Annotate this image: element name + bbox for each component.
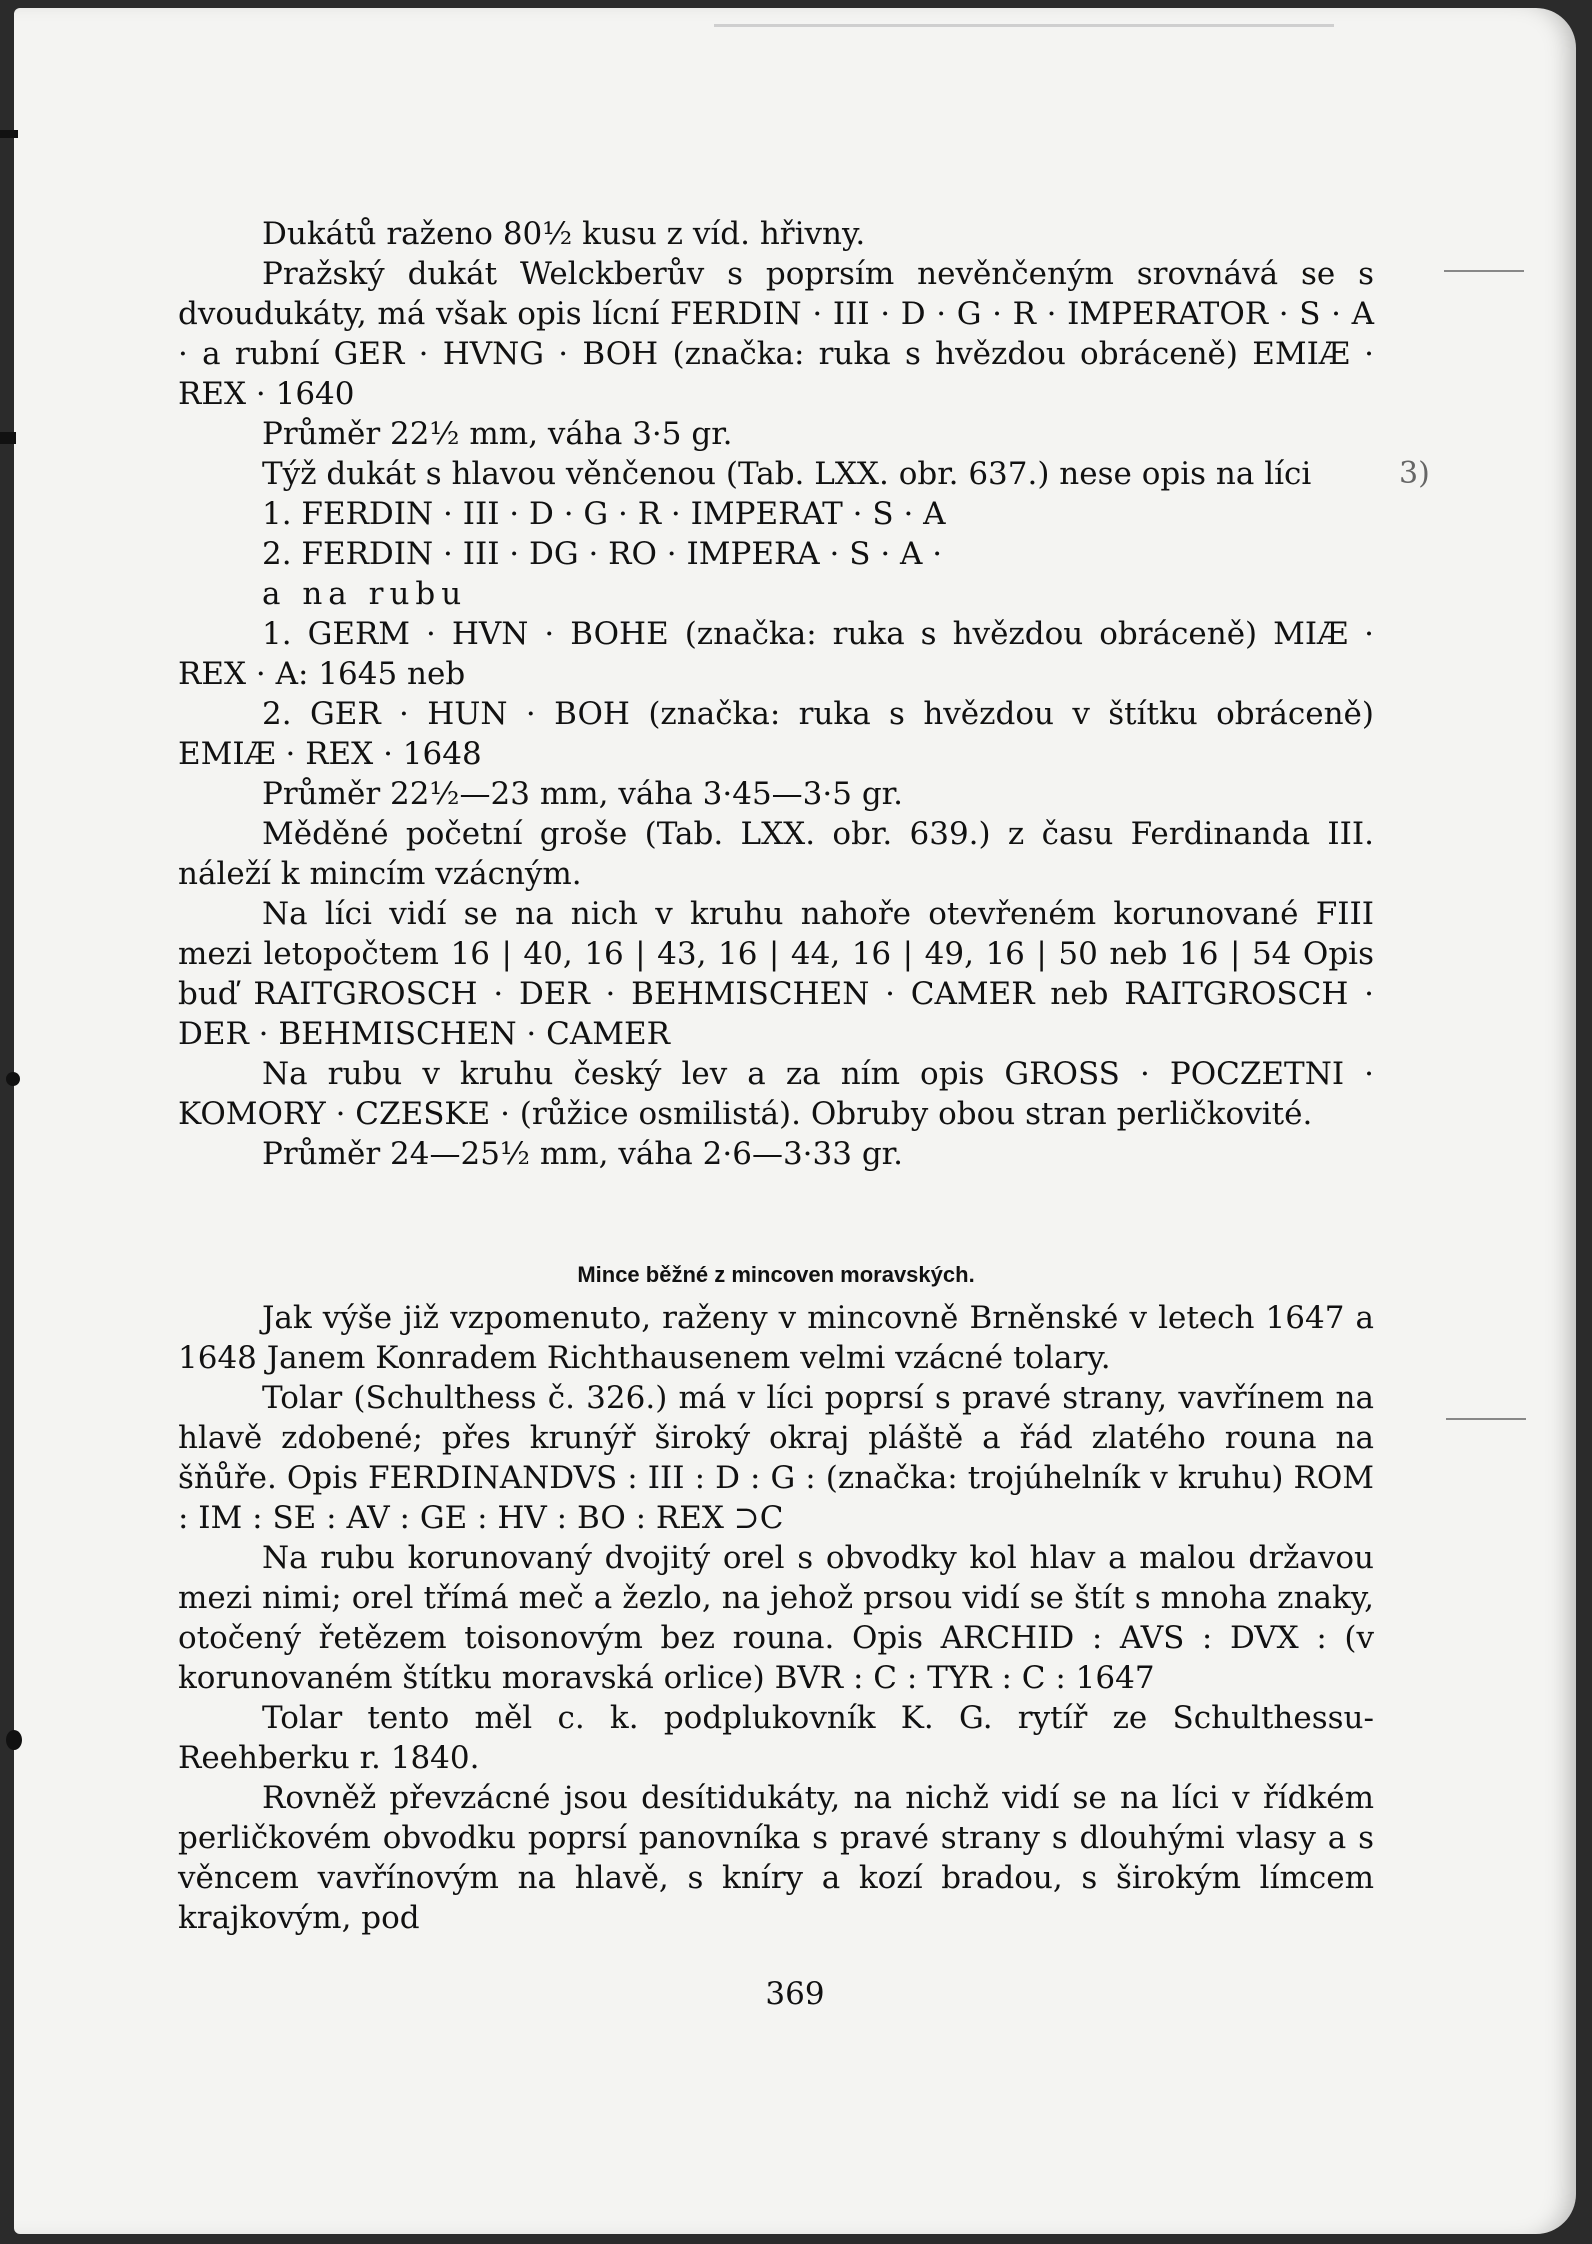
- paragraph: Průměr 22½ mm, váha 3·5 gr.: [262, 416, 733, 452]
- paragraph: Tolar (Schulthess č. 326.) má v líci poprsí s pravé strany, vavřínem na hlavě zdobené; přes krunýř široký okraj pláště a řád zlatého rouna na šňůře. Opis FERDINANDVS : III : D : G : (značka: trojúhelník v kruhu) ROM : IM : SE : AV : GE : HV : BO : REX ⊃C: [178, 1380, 1374, 1536]
- section-heading: Mince běžné z mincoven moravských.: [577, 1262, 975, 1287]
- paragraph: Měděné početní groše (Tab. LXX. obr. 639.) z času Ferdinanda III. náleží k mincím vzácným.: [178, 816, 1374, 892]
- page-number: 369: [765, 1976, 825, 2012]
- paragraph: Pražský dukát Welckberův s poprsím nevěnčeným srovnává se s dvoudukáty, má však opis lícní FERDIN · III · D · G · R · IMPERATOR · S · A · a rubní GER · HVNG · BOH (značka: ruka s hvězdou obráceně) EMIÆ · REX · 1640: [178, 256, 1374, 412]
- reverse-legend-item: 1. GERM · HVN · BOHE (značka: ruka s hvězdou obráceně) MIÆ · REX · A: 1645 neb: [178, 616, 1374, 692]
- paragraph: Jak výše již vzpomenuto, raženy v mincovně Brněnské v letech 1647 a 1648 Janem Konradem Richthausenem velmi vzácné tolary.: [178, 1300, 1374, 1376]
- binding-mark: [0, 130, 18, 138]
- paragraph: Týž dukát s hlavou věnčenou (Tab. LXX. obr. 637.) nese opis na líci: [262, 456, 1312, 492]
- paragraph: Na líci vidí se na nich v kruhu nahoře otevřeném korunované FIII mezi letopočtem 16 | 40, 16 | 43, 16 | 44, 16 | 49, 16 | 50 neb 16 | 54 Opis buď RAITGROSCH · DER · BEHMISCHEN · CAMER neb RAITGROSCH · DER · BEHMISCHEN · CAMER: [178, 896, 1374, 1052]
- binding-mark: [0, 432, 16, 444]
- paragraph: Průměr 24—25½ mm, váha 2·6—3·33 gr.: [262, 1136, 903, 1172]
- reverse-label: a na rubu: [262, 576, 468, 612]
- binding-mark: [6, 1072, 20, 1086]
- margin-mark: [1444, 270, 1524, 272]
- paragraph: Na rubu korunovaný dvojitý orel s obvodky kol hlav a malou državou mezi nimi; orel třímá meč a žezlo, na jehož prsou vidí se štít s mnoha znaky, otočený řetězem toisonovým bez rouna. Opis ARCHID : AVS : DVX : (v korunovaném štítku moravská orlice) BVR : C : TYR : C : 1647: [178, 1540, 1374, 1696]
- scanned-page: [14, 8, 1576, 2234]
- margin-note: 3): [1399, 456, 1430, 491]
- margin-mark: [1446, 1418, 1526, 1420]
- page-body: [178, 214, 1374, 1938]
- obverse-legend-line: 1. FERDIN · III · D · G · R · IMPERAT · S · A: [262, 496, 946, 532]
- paragraph: Na rubu v kruhu český lev a za ním opis GROSS · POCZETNI · KOMORY · CZESKE · (růžice osmilistá). Obruby obou stran perličkovité.: [178, 1056, 1374, 1132]
- paragraph: Dukátů raženo 80½ kusu z víd. hřivny.: [262, 216, 866, 252]
- paragraph: Rovněž převzácné jsou desítidukáty, na nichž vidí se na líci v řídkém perličkovém obvodku poprsí panovníka s pravé strany s dlouhými vlasy a s věncem vavřínovým na hlavě, s kníry a kozí bradou, s širokým límcem krajkovým, pod: [178, 1780, 1374, 1936]
- obverse-legend-line: 2. FERDIN · III · DG · RO · IMPERA · S · A ·: [262, 536, 943, 572]
- binding-mark: [6, 1730, 22, 1750]
- top-edge-rule: [714, 24, 1334, 27]
- reverse-legend-item: 2. GER · HUN · BOH (značka: ruka s hvězdou v štítku obráceně) EMIÆ · REX · 1648: [178, 696, 1374, 772]
- paragraph: Průměr 22½—23 mm, váha 3·45—3·5 gr.: [262, 776, 903, 812]
- paragraph: Tolar tento měl c. k. podplukovník K. G. rytíř ze Schulthessu-Reehberku r. 1840.: [178, 1700, 1374, 1776]
